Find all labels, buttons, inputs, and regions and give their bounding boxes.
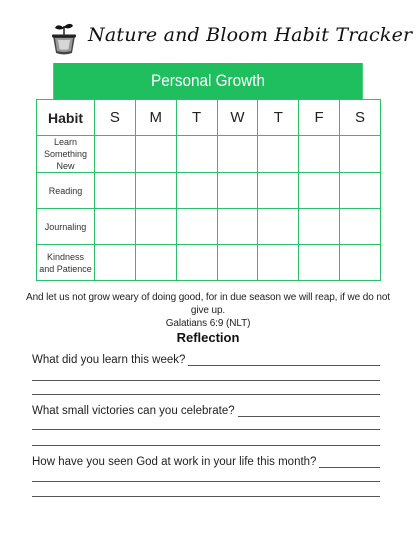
day-checkbox[interactable] [95, 209, 136, 245]
day-checkbox[interactable] [299, 209, 340, 245]
day-checkbox[interactable] [299, 245, 340, 281]
tracker-banner: Personal Growth [53, 63, 363, 99]
answer-line[interactable] [32, 496, 380, 497]
answer-line[interactable] [32, 445, 380, 446]
page-title: Nature and Bloom Habit Tracker [88, 24, 413, 46]
day-checkbox[interactable] [95, 136, 136, 173]
day-checkbox[interactable] [176, 173, 217, 209]
day-checkbox[interactable] [217, 136, 258, 173]
answer-line[interactable] [32, 429, 380, 430]
day-checkbox[interactable] [176, 245, 217, 281]
habit-label: Learn Something New [37, 136, 95, 173]
column-header-saturday: S [340, 100, 381, 136]
day-checkbox[interactable] [176, 209, 217, 245]
answer-line[interactable] [238, 406, 380, 417]
answer-line[interactable] [32, 394, 380, 395]
column-header-thursday: T [258, 100, 299, 136]
day-checkbox[interactable] [135, 136, 176, 173]
day-checkbox[interactable] [176, 136, 217, 173]
day-checkbox[interactable] [135, 245, 176, 281]
scripture-verse [20, 291, 396, 330]
reflection-heading: Reflection [176, 330, 240, 345]
day-checkbox[interactable] [95, 173, 136, 209]
potted-plant-icon [50, 22, 78, 56]
day-checkbox[interactable] [135, 173, 176, 209]
column-header-wednesday: W [217, 100, 258, 136]
column-header-monday: M [135, 100, 176, 136]
habit-label: Journaling [37, 209, 95, 245]
answer-line[interactable] [32, 380, 380, 381]
day-checkbox[interactable] [258, 136, 299, 173]
habit-label: Reading [37, 173, 95, 209]
habit-tracker [36, 63, 380, 281]
reflection-question-2 [32, 405, 380, 417]
page-header [48, 18, 413, 62]
day-checkbox[interactable] [340, 209, 381, 245]
day-checkbox[interactable] [95, 245, 136, 281]
question-text: What small victories can you celebrate? [32, 405, 235, 417]
habit-row [37, 209, 381, 245]
day-checkbox[interactable] [258, 245, 299, 281]
column-header-friday: F [299, 100, 340, 136]
day-checkbox[interactable] [135, 209, 176, 245]
day-checkbox[interactable] [258, 173, 299, 209]
column-header-sunday: S [95, 100, 136, 136]
day-checkbox[interactable] [299, 173, 340, 209]
day-checkbox[interactable] [340, 136, 381, 173]
answer-line[interactable] [319, 457, 380, 468]
day-checkbox[interactable] [299, 136, 340, 173]
day-checkbox[interactable] [217, 173, 258, 209]
column-header-habit: Habit [37, 100, 95, 136]
day-checkbox[interactable] [258, 209, 299, 245]
habit-row [37, 173, 381, 209]
day-checkbox[interactable] [217, 209, 258, 245]
answer-line[interactable] [188, 355, 380, 366]
habit-row [37, 136, 381, 173]
question-text: What did you learn this week? [32, 354, 186, 366]
answer-line[interactable] [32, 481, 380, 482]
day-checkbox[interactable] [340, 245, 381, 281]
habit-label: Kindness and Patience [37, 245, 95, 281]
column-header-tuesday: T [176, 100, 217, 136]
day-checkbox[interactable] [217, 245, 258, 281]
tracker-header-row [37, 100, 381, 136]
question-text: How have you seen God at work in your life this month? [32, 456, 317, 468]
habit-row [37, 245, 381, 281]
verse-text: And let us not grow weary of doing good, for in due season we will reap, if we do not give up. [26, 292, 390, 316]
verse-citation: Galatians 6:9 (NLT) [165, 318, 251, 329]
reflection-question-3 [32, 456, 380, 468]
reflection-question-1 [32, 354, 380, 366]
tracker-grid [36, 99, 381, 281]
day-checkbox[interactable] [340, 173, 381, 209]
